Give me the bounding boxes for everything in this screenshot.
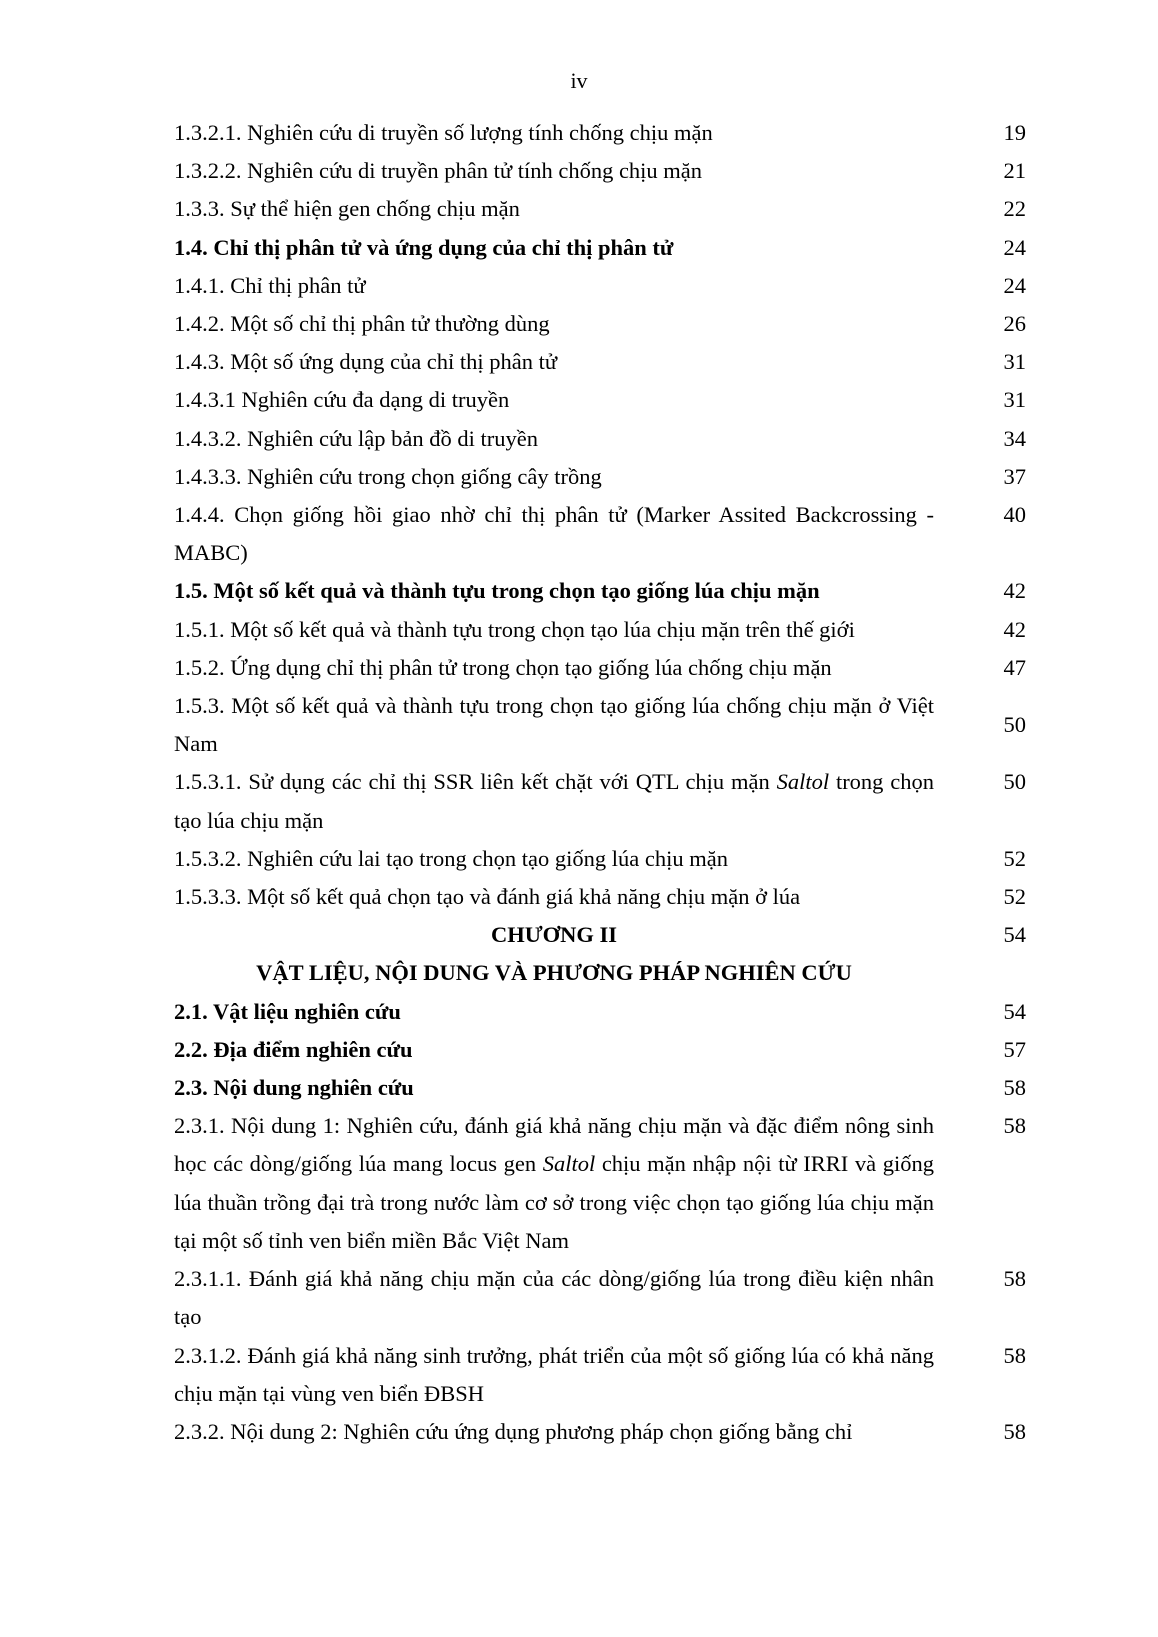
toc-entry-title: 1.5.3. Một số kết quả và thành tựu trong chọn tạo giống lúa chống chịu mặn ở Việt Nam (174, 693, 934, 757)
toc-entry-page: 50 (1003, 769, 1026, 795)
toc-entry (174, 611, 1026, 649)
toc-section-heading (174, 1031, 1026, 1069)
toc-entry (174, 1337, 1026, 1413)
toc-section-heading (174, 993, 1026, 1031)
toc-entry-page: 58 (1003, 1266, 1026, 1292)
toc-entry-page: 42 (1003, 578, 1026, 604)
toc-entry (174, 649, 1026, 687)
toc-chapter-title (174, 954, 1026, 992)
gene-name-italic: Saltol (776, 769, 830, 795)
toc-entry-page: 19 (1003, 120, 1026, 145)
toc-section-heading (174, 229, 1026, 267)
toc-entry-page: 40 (1003, 502, 1026, 528)
toc-entry-title-part: trong chọn tạo lúa chịu mặn (174, 769, 935, 833)
toc-entry-title: 1.5.3.2. Nghiên cứu lai tạo trong chọn tạo giống lúa chịu mặn (174, 845, 728, 871)
chapter-number: CHƯƠNG II (490, 922, 618, 948)
toc-entry (174, 1107, 1026, 1260)
toc-entry-page: 47 (1003, 654, 1026, 680)
toc-entry-page: 26 (1003, 311, 1026, 337)
toc-entry (174, 1260, 1026, 1336)
toc-entry-title: 1.5.2. Ứng dụng chỉ thị phân tử trong chọn tạo giống lúa chống chịu mặn (174, 654, 832, 680)
toc-entry (174, 305, 1026, 343)
toc-entry-page: 58 (1003, 1113, 1026, 1139)
toc-entry-page: 52 (1003, 884, 1026, 910)
toc-entry-title: 1.5.3.3. Một số kết quả chọn tạo và đánh giá khả năng chịu mặn ở lúa (174, 884, 801, 910)
toc-entry (174, 267, 1026, 305)
toc-entry (174, 687, 1026, 763)
toc-entry-title-part: 2.3.1. Nội dung 1: Nghiên cứu, đánh giá khả năng chịu mặn và đặc điểm nông sinh học các dòng/giống lúa mang locus gen (174, 1113, 934, 1177)
toc-entry-title: 1.3.2.2. Nghiên cứu di truyền phân tử tính chống chịu mặn (174, 158, 703, 184)
toc-entry-title: 1.4.3.3. Nghiên cứu trong chọn giống cây trồng (174, 463, 602, 489)
toc-entry-page: 31 (1003, 349, 1026, 375)
toc-entry (174, 763, 1026, 839)
toc-entry (174, 496, 1026, 572)
gene-name-italic: Saltol (542, 1151, 596, 1177)
toc-entry-page: 21 (1003, 158, 1026, 184)
toc-entry-title: 2.2. Địa điểm nghiên cứu (174, 1036, 413, 1062)
toc-entry-title: 1.5. Một số kết quả và thành tựu trong chọn tạo giống lúa chịu mặn (174, 578, 820, 604)
toc-entry-title: 2.3.1.2. Đánh giá khả năng sinh trưởng, phát triển của một số giống lúa có khả năng chịu mặn tại vùng ven biển ĐBSH (174, 1342, 934, 1406)
toc-entry-title-part: chịu mặn nhập nội từ IRRI và giống lúa thuần trồng đại trà trong nước làm cơ sở trong việc chọn tạo giống lúa chịu mặn tại một số tỉnh ven biển miền Bắc Việt Nam (174, 1151, 934, 1253)
toc-entry-title: 1.3.2.1. Nghiên cứu di truyền số lượng tính chống chịu mặn (174, 120, 713, 145)
toc-entry (174, 420, 1026, 458)
toc-entry-title: 1.4. Chỉ thị phân tử và ứng dụng của chỉ thị phân tử (174, 234, 674, 260)
toc-entry-title: 2.3. Nội dung nghiên cứu (174, 1075, 414, 1101)
toc-entry (174, 458, 1026, 496)
toc-entry (174, 381, 1026, 419)
page-number: iv (570, 68, 588, 93)
toc-section-heading (174, 572, 1026, 610)
toc-entry-page: 37 (1003, 463, 1026, 489)
toc-entry-page: 57 (1003, 1036, 1026, 1062)
toc-entry-title (174, 763, 934, 839)
toc-entry-title: 2.3.1.1. Đánh giá khả năng chịu mặn của các dòng/giống lúa trong điều kiện nhân tạo (174, 1266, 934, 1330)
toc-entry-page: 58 (1003, 1418, 1026, 1444)
toc-entry-title: 1.4.1. Chỉ thị phân tử (174, 272, 366, 298)
toc-entry-page: 58 (1003, 1342, 1026, 1368)
toc-entry-title: 1.5.1. Một số kết quả và thành tựu trong chọn tạo lúa chịu mặn trên thế giới (174, 616, 855, 642)
toc-entry-page: 54 (1003, 922, 1026, 948)
toc-entry-title: 2.1. Vật liệu nghiên cứu (174, 998, 401, 1024)
toc-entry-title: 1.4.3.2. Nghiên cứu lập bản đồ di truyền (174, 425, 538, 451)
toc-entry-title: 1.4.3.1 Nghiên cứu đa dạng di truyền (174, 387, 510, 413)
toc-entry-page: 58 (1003, 1075, 1026, 1101)
toc-entry-page: 54 (1003, 998, 1026, 1024)
toc-entry (174, 114, 1026, 152)
toc-entry-page: 24 (1003, 234, 1026, 260)
toc-entry (174, 840, 1026, 878)
toc-entry-title (174, 1107, 934, 1260)
chapter-title: VẬT LIỆU, NỘI DUNG VÀ PHƯƠNG PHÁP NGHIÊN CỨU (256, 960, 852, 986)
toc-entry-page: 34 (1003, 425, 1026, 451)
toc-entry-title: 1.4.3. Một số ứng dụng của chỉ thị phân tử (174, 349, 558, 375)
toc-entry (174, 152, 1026, 190)
toc-entry-title: 1.4.2. Một số chỉ thị phân tử thường dùng (174, 311, 550, 337)
toc-entry (174, 878, 1026, 916)
toc-entry-page: 22 (1003, 196, 1026, 222)
toc-entry (174, 190, 1026, 228)
table-of-contents (174, 114, 1026, 1451)
toc-entry-title: 1.3.3. Sự thể hiện gen chống chịu mặn (174, 196, 520, 222)
toc-entry-page: 50 (1003, 712, 1026, 738)
toc-chapter-heading (174, 916, 1026, 954)
toc-entry-title-part: 1.5.3.1. Sử dụng các chỉ thị SSR liên kết chặt với QTL chịu mặn (174, 769, 777, 795)
toc-entry-title: 1.4.4. Chọn giống hồi giao nhờ chỉ thị phân tử (Marker Assited Backcrossing - MABC) (174, 502, 934, 566)
toc-section-heading (174, 1069, 1026, 1107)
toc-entry-title: 2.3.2. Nội dung 2: Nghiên cứu ứng dụng phương pháp chọn giống bằng chỉ (174, 1418, 853, 1444)
toc-entry-page: 52 (1003, 845, 1026, 871)
toc-entry-page: 42 (1003, 616, 1026, 642)
toc-entry-page: 24 (1003, 272, 1026, 298)
toc-entry (174, 343, 1026, 381)
toc-entry (174, 1413, 1026, 1451)
toc-entry-page: 31 (1003, 387, 1026, 413)
